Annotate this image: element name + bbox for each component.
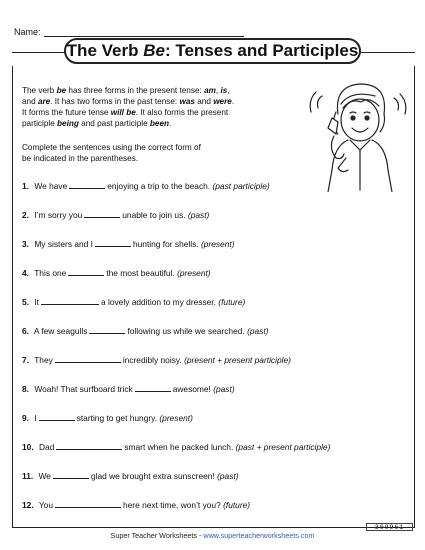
intro-is: is (220, 86, 228, 95)
item-text-after: here next time, won’t you? (122, 500, 221, 510)
item-hint: (future) (218, 297, 246, 307)
intro-be: be (56, 86, 67, 95)
intro-text: has three forms in the present tense: (66, 86, 205, 95)
intro-text: and past participle (78, 119, 150, 128)
intro-text: The verb (22, 86, 57, 95)
answer-blank[interactable] (95, 238, 131, 247)
item-text-before: A few seagulls (33, 326, 88, 336)
answer-blank[interactable] (135, 383, 171, 392)
intro-paragraph (22, 85, 312, 129)
answer-blank[interactable] (53, 470, 89, 479)
item-text-before: My sisters and I (34, 239, 93, 249)
name-label: Name: (14, 27, 41, 37)
footer-link[interactable]: www.superteacherworksheets.com (203, 531, 315, 540)
item-number: 7. (22, 355, 29, 365)
sound-line-icon (310, 92, 316, 112)
item-hint: (present + present participle) (184, 355, 291, 365)
answer-blank[interactable] (55, 499, 121, 508)
intro-are: are (37, 97, 51, 106)
item-text-after: starting to get hungry. (76, 413, 158, 423)
item-text-before: We have (34, 181, 68, 191)
list-item (22, 412, 193, 423)
intro-were: were (213, 97, 232, 106)
intro-was: was (179, 97, 195, 106)
title-prefix: The Verb (66, 41, 144, 60)
item-number: 10. (22, 442, 34, 452)
list-item (22, 383, 235, 394)
item-number: 4. (22, 268, 29, 278)
answer-blank[interactable] (39, 412, 75, 421)
instructions-line: Complete the sentences using the correct form of (22, 143, 201, 152)
intro-text: and (22, 97, 38, 106)
intro-text: , (227, 86, 230, 95)
intro-been: been (149, 119, 170, 128)
item-hint: (past) (213, 384, 235, 394)
item-hint: (past participle) (212, 181, 270, 191)
intro-text: . It also forms the present (135, 108, 229, 117)
footer-text: Super Teacher Worksheets - (110, 531, 204, 540)
item-hint: (present) (177, 268, 211, 278)
item-text-before: We (38, 471, 51, 481)
title-banner (12, 38, 415, 66)
intro-text: participle (22, 119, 58, 128)
item-text-after: enjoying a trip to the beach. (107, 181, 211, 191)
item-hint: (past) (247, 326, 269, 336)
footer (0, 531, 425, 540)
item-number: 6. (22, 326, 29, 336)
list-item (22, 296, 245, 307)
item-number: 12. (22, 500, 34, 510)
intro-am: am (204, 86, 216, 95)
list-item (22, 470, 239, 481)
sound-line-icon (318, 96, 323, 108)
list-item (22, 180, 270, 191)
list-item (22, 499, 250, 510)
name-line[interactable] (44, 27, 244, 37)
item-number: 11. (22, 471, 34, 481)
title-suffix: : Tenses and Participles (164, 41, 359, 60)
item-text-after: incredibly noisy. (122, 355, 182, 365)
intro-text: , (215, 86, 221, 95)
intro-text: . It has two forms in the past tense: (50, 97, 180, 106)
item-hint: (past) (187, 210, 210, 220)
answer-blank[interactable] (89, 325, 125, 334)
item-hint: (future) (223, 500, 251, 510)
intro-will-be: will be (110, 108, 136, 117)
item-text-after: hunting for shells. (132, 239, 199, 249)
item-number: 2. (22, 210, 29, 220)
instructions (22, 142, 282, 164)
answer-blank[interactable] (55, 354, 121, 363)
answer-blank[interactable] (41, 296, 99, 305)
item-text-before: I (34, 413, 37, 423)
item-text-after: the most beautiful. (106, 268, 175, 278)
item-hint: (present) (200, 239, 235, 249)
item-text-before: Dad (38, 442, 55, 452)
instructions-line: be indicated in the parentheses. (22, 154, 139, 163)
item-number: 8. (22, 384, 29, 394)
item-text-after: awesome! (172, 384, 211, 394)
phone-icon (328, 118, 338, 134)
list-item (22, 267, 211, 278)
item-text-after: following us while we searched. (127, 326, 245, 336)
item-text-before: This one (34, 268, 67, 278)
answer-blank[interactable] (69, 180, 105, 189)
item-hint: (past) (217, 471, 239, 481)
item-text-before: They (34, 355, 53, 365)
list-item (22, 325, 268, 336)
name-field-row (14, 27, 244, 37)
item-text-after: smart when he packed lunch. (124, 442, 234, 452)
answer-blank[interactable] (56, 441, 122, 450)
item-text-after: a lovely addition to my dresser. (100, 297, 216, 307)
intro-text: . (169, 119, 172, 128)
worksheet-code: 300961 (366, 523, 413, 531)
girl-on-phone-illustration (308, 74, 408, 192)
title-italic: Be (143, 41, 165, 60)
intro-being: being (57, 119, 79, 128)
intro-text: and (194, 97, 214, 106)
list-item (22, 441, 330, 452)
answer-blank[interactable] (84, 209, 120, 218)
item-hint: (past + present participle) (235, 442, 331, 452)
intro-text: . (231, 97, 235, 106)
answer-blank[interactable] (68, 267, 104, 276)
item-text-after: glad we brought extra sunscreen! (90, 471, 215, 481)
item-text-before: Woah! That surfboard trick (34, 384, 133, 394)
item-number: 5. (22, 297, 29, 307)
item-text-before: I’m sorry you (34, 210, 83, 220)
item-text-before: You (38, 500, 53, 510)
item-text-before: It (34, 297, 39, 307)
list-item (22, 209, 209, 220)
item-number: 3. (22, 239, 29, 249)
item-number: 9. (22, 413, 29, 423)
item-hint: (present) (159, 413, 193, 423)
item-number: 1. (22, 181, 29, 191)
page-title (64, 38, 361, 64)
item-text-after: unable to join us. (122, 210, 186, 220)
list-item (22, 354, 291, 365)
intro-text: It forms the future tense (22, 108, 111, 117)
list-item (22, 238, 234, 249)
